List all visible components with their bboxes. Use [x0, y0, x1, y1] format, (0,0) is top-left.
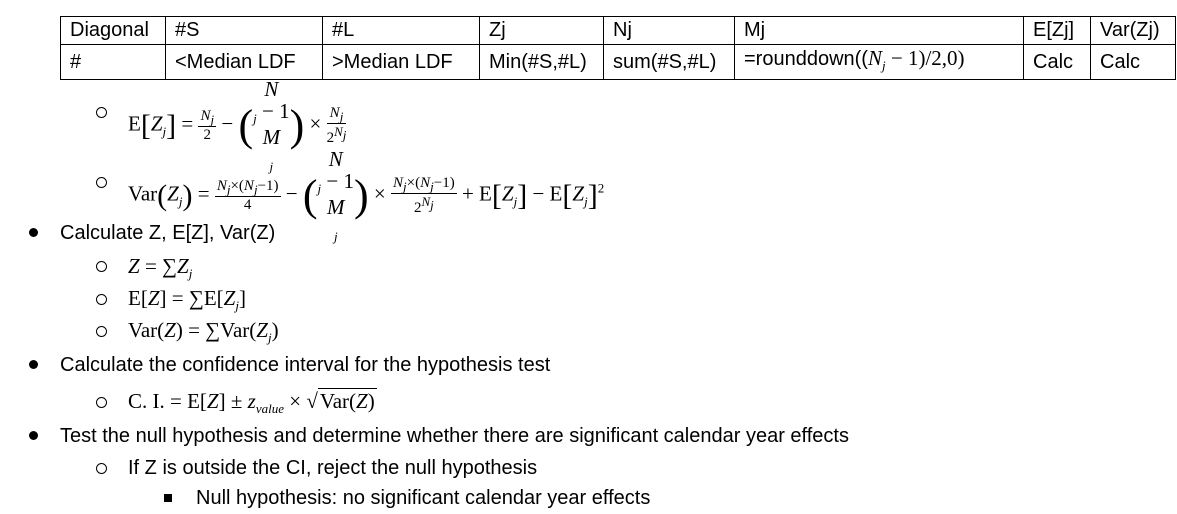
table-cell: >Median LDF [323, 45, 480, 80]
formula-variance-z: $Var(Z) = \sum Var(Z_j)$ [128, 318, 279, 346]
bullet-disc [29, 228, 38, 237]
formula-expected-z: $E[Z] = \sum E[Z_j]$ [128, 286, 246, 314]
bullet-disc [29, 360, 38, 369]
table-header-cell: #S [166, 17, 323, 45]
table-cell: # [61, 45, 166, 80]
bullet-circle [96, 107, 107, 118]
table-cell: <Median LDF [166, 45, 323, 80]
bullet-circle [96, 463, 107, 474]
formula-z-sum: $Z = \sum Z_j$ [128, 254, 193, 282]
formula-confidence-interval: C. I. = $E[Z] \pm z_{value} \times √Var(Z)$ [128, 389, 375, 417]
bullet-circle [96, 294, 107, 305]
bullet-circle [96, 177, 107, 188]
table-row [61, 45, 1176, 80]
table-header-cell: Zj [480, 17, 604, 45]
bullet-circle [96, 326, 107, 337]
table-header-cell: Diagonal [61, 17, 166, 45]
table-header-cell: Nj [604, 17, 735, 45]
formula-variance-zj: $Var(Z_j)$ = $\frac{N_j\times(N_j-1)}{4}$ − ( N $_j$ − 1 M $_j$ ) × $\frac{N_j\times(N_j-1)}{2^{N_j}}$ + $E[Z_j] - E[Z_j]^2$ [128, 147, 605, 245]
bullet-disc [29, 431, 38, 440]
bullet-text: Calculate Z, E[Z], Var(Z) [60, 222, 276, 244]
table-header-cell: Mj [735, 17, 1024, 45]
table-cell: Calc [1024, 45, 1091, 80]
table-cell: Min(#S,#L) [480, 45, 604, 80]
bullet-circle [96, 261, 107, 272]
summary-table [60, 16, 1176, 80]
sub-bullet-text: If Z is outside the CI, reject the null hypothesis [128, 457, 538, 479]
table-cell: sum(#S,#L) [604, 45, 735, 80]
bullet-square [164, 494, 172, 502]
bullet-text: Test the null hypothesis and determine whether there are significant calendar year effects [60, 425, 849, 447]
formula-expected-zj: $E[Z_j]$ = $\frac{N_j}{2}$ − ( N $_j$ − 1 M $_j$ ) × $\frac{N_j}{2^{N_j}}$ [128, 77, 347, 175]
table-header-cell: #L [323, 17, 480, 45]
table-cell: Calc [1091, 45, 1176, 80]
table-cell: $=rounddown((N_j - 1)/2,0)$ [735, 45, 1024, 80]
table-header-row [61, 17, 1176, 45]
table-header-cell: E[Zj] [1024, 17, 1091, 45]
table-header-cell: Var(Zj) [1091, 17, 1176, 45]
sub-sub-bullet-text: Null hypothesis: no significant calendar year effects [196, 487, 651, 509]
bullet-circle [96, 397, 107, 408]
bullet-text: Calculate the confidence interval for the hypothesis test [60, 354, 551, 376]
